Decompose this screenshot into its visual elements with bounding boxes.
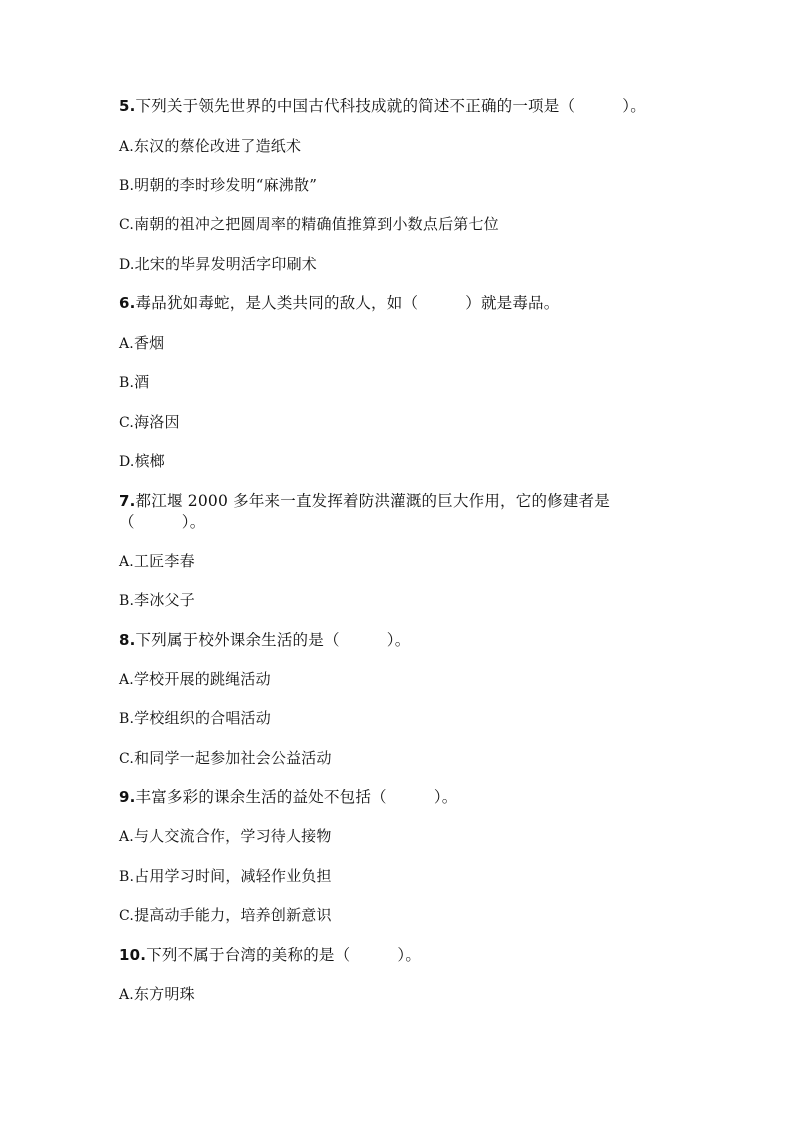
option-letter: D. (119, 257, 135, 273)
question-6-option-a (119, 333, 164, 354)
option-text: 明朝的李时珍发明“麻沸散” (134, 176, 318, 194)
question-6-stem (119, 293, 559, 313)
option-letter: B. (119, 375, 135, 391)
question-7-stem-continued (119, 512, 205, 532)
option-text: 南朝的祖冲之把圆周率的精确值推算到小数点后第七位 (134, 215, 499, 233)
question-6-option-d (119, 451, 165, 472)
question-8-stem (119, 630, 410, 650)
question-text: 下列关于领先世界的中国古代科技成就的简述不正确的一项是（ ）。 (135, 97, 646, 115)
question-number: 7. (119, 492, 136, 510)
option-text: 占用学习时间，减轻作业负担 (134, 867, 332, 885)
option-text: 北宋的毕昇发明活字印刷术 (134, 255, 317, 273)
option-text: 槟榔 (134, 452, 165, 470)
option-letter: C. (119, 217, 135, 233)
question-6-option-c (119, 412, 180, 433)
option-letter: A. (119, 987, 134, 1003)
option-text: 学校组织的合唱活动 (134, 709, 271, 727)
question-7-option-a (119, 551, 195, 572)
question-10-stem (119, 945, 421, 965)
option-letter: A. (119, 554, 134, 570)
question-9-option-c (119, 905, 332, 926)
question-text: 毒品犹如毒蛇，是人类共同的敌人，如（ ）就是毒品。 (135, 294, 560, 312)
question-5-stem (119, 96, 646, 116)
question-10-option-a (119, 984, 195, 1005)
question-9-stem (119, 787, 458, 807)
option-text: 工匠李春 (133, 552, 195, 570)
option-text: 与人交流合作，学习待人接物 (133, 827, 332, 845)
question-5-option-d (119, 254, 317, 275)
question-text: 都江堰 2000 多年来一直发挥着防洪灌溉的巨大作用，它的修建者是 (135, 492, 610, 510)
question-text: 下列属于校外课余生活的是（ ）。 (135, 631, 411, 649)
option-letter: B. (119, 711, 135, 727)
question-text: 下列不属于台湾的美称的是（ ）。 (146, 946, 422, 964)
question-number: 6. (119, 294, 136, 312)
question-7-stem (119, 491, 610, 511)
option-letter: B. (119, 593, 135, 609)
option-letter: C. (119, 908, 135, 924)
question-9-option-a (119, 826, 332, 847)
question-text: 丰富多彩的课余生活的益处不包括（ ）。 (135, 788, 458, 806)
option-letter: A. (119, 672, 134, 688)
option-letter: A. (119, 829, 134, 845)
question-5-option-a (119, 136, 301, 157)
option-text: 李冰父子 (134, 591, 195, 609)
question-5-option-c (119, 214, 499, 235)
option-letter: A. (119, 336, 134, 352)
option-letter: C. (119, 751, 135, 767)
question-8-option-c (119, 748, 332, 769)
option-text: 香烟 (133, 334, 165, 352)
question-number: 10. (119, 946, 147, 964)
option-letter: A. (119, 139, 134, 155)
question-text: （ ）。 (119, 513, 206, 531)
option-text: 学校开展的跳绳活动 (133, 670, 271, 688)
option-text: 提高动手能力，培养创新意识 (134, 906, 332, 924)
question-6-option-b (119, 372, 149, 393)
question-9-option-b (119, 866, 332, 887)
question-5-option-b (119, 175, 317, 196)
question-8-option-a (119, 669, 271, 690)
option-text: 海洛因 (134, 413, 180, 431)
option-text: 东方明珠 (133, 985, 195, 1003)
option-text: 东汉的蔡伦改进了造纸术 (133, 137, 302, 155)
question-7-option-b (119, 590, 195, 611)
question-number: 5. (119, 97, 136, 115)
question-number: 9. (119, 788, 136, 806)
option-text: 和同学一起参加社会公益活动 (134, 749, 332, 767)
question-number: 8. (119, 631, 136, 649)
option-text: 酒 (134, 373, 150, 391)
option-letter: B. (119, 869, 135, 885)
option-letter: B. (119, 178, 135, 194)
option-letter: C. (119, 415, 135, 431)
option-letter: D. (119, 454, 135, 470)
question-8-option-b (119, 708, 271, 729)
